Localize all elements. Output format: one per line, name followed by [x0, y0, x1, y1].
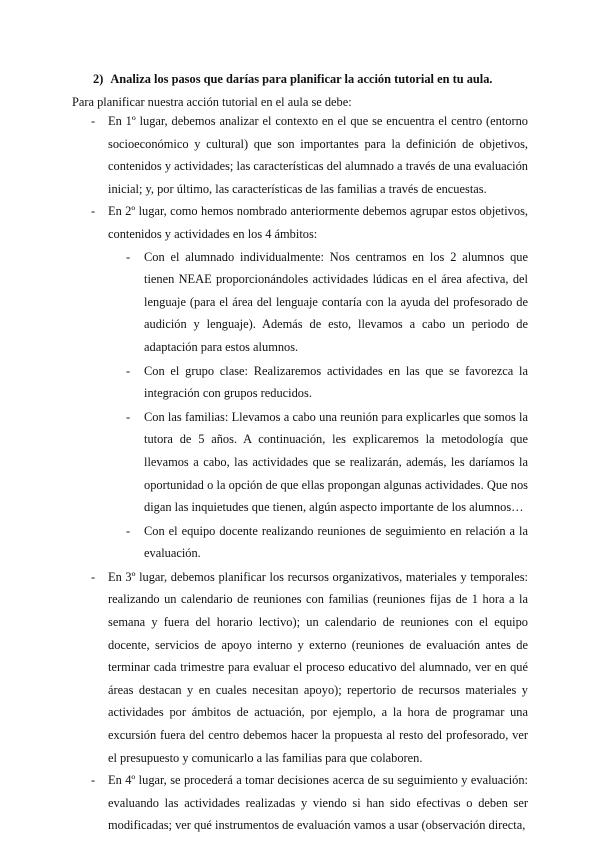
list-item [72, 200, 528, 565]
dash-bullet: - [91, 569, 96, 584]
list-item-text: En 3º lugar, debemos planificar los recursos organizativos, materiales y temporales: realizando un calendario de reuniones con familias (reuniones fijas de 1 hora a la semana y fuera del horario lectivo); un calendario de reuniones con el equipo docente, servicios de apoyo interno y externo (reuniones de evaluación antes de terminar cada trimestre para evaluar el proceso educativo del alumnado, ver en qué áreas destacan y en cuales necesitan apoyo); repertorio de recursos materiales y actividades por ámbitos de actuación, por ejemplo, a la hora de programar una excursión fuera del centro debemos hacer la propuesta al resto del profesorado, ver el presupuesto y comunicarlo a las familias para que colaboren. [108, 569, 528, 765]
dash-bullet: - [126, 363, 131, 378]
sublist-item [108, 246, 528, 359]
dash-bullet: - [91, 114, 96, 128]
question-title: Analiza los pasos que darías para planificar la acción tutorial en tu aula. [110, 72, 493, 86]
question-heading [93, 68, 493, 90]
steps-list [72, 110, 528, 837]
dash-bullet: - [91, 204, 96, 219]
list-item [72, 110, 528, 200]
sublist-item [108, 360, 528, 405]
list-item-text: En 1º lugar, debemos analizar el contexto en el que se encuentra el centro (entorno socioeconómico y cultural) que son importantes para la definición de objetivos, contenidos y actividades; las características del alumnado a través de una evaluación inicial; y, por último, las características de las familias a través de encuestas. [108, 114, 528, 196]
question-number: 2) [93, 72, 104, 86]
dash-bullet: - [91, 773, 96, 788]
dash-bullet: - [126, 249, 131, 264]
sublist-item-text: Con el alumnado individualmente: Nos centramos en los 2 alumnos que tienen NEAE proporcionándoles actividades lúdicas en el área afectiva, del lenguaje (para el área del lenguaje contaría con la ayuda del profesorado de audición y lenguaje). Además de esto, llevamos a cabo un periodo de adaptación para estos alumnos. [144, 249, 528, 354]
list-item-text: En 2º lugar, como hemos nombrado anteriormente debemos agrupar estos objetivos, contenidos y actividades en los 4 ámbitos: [108, 204, 528, 241]
sublist-item-text: Con las familias: Llevamos a cabo una reunión para explicarles que somos la tutora de 5 años. A continuación, les explicaremos la metodología que llevamos a cabo, las actividades que se realizarán, además, les daríamos la oportunidad o la opción de que ellas propongan algunas actividades. Que nos digan las inquietudes que tienen, algún aspecto importante de los alumnos… [144, 409, 528, 515]
intro-paragraph: Para planificar nuestra acción tutorial en el aula se debe: [72, 95, 352, 109]
dash-bullet: - [126, 409, 131, 424]
sublist-item [108, 520, 528, 565]
sublist-item-text: Con el equipo docente realizando reuniones de seguimiento en relación a la evaluación. [144, 523, 528, 561]
list-item-text: En 4º lugar, se procederá a tomar decisiones acerca de su seguimiento y evaluación: evaluando las actividades realizadas y viendo si han sido efectivas o deben ser modificadas; ver qué instrumentos de evaluación vamos a usar (observación directa, [108, 773, 528, 833]
list-item [72, 566, 528, 769]
dash-bullet: - [126, 523, 131, 538]
sublist-item-text: Con el grupo clase: Realizaremos actividades en las que se favorezca la integración con grupos reducidos. [144, 363, 528, 401]
answer-body [72, 110, 528, 837]
sublist-item [108, 406, 528, 519]
areas-sublist [108, 246, 528, 565]
list-item [72, 769, 528, 837]
